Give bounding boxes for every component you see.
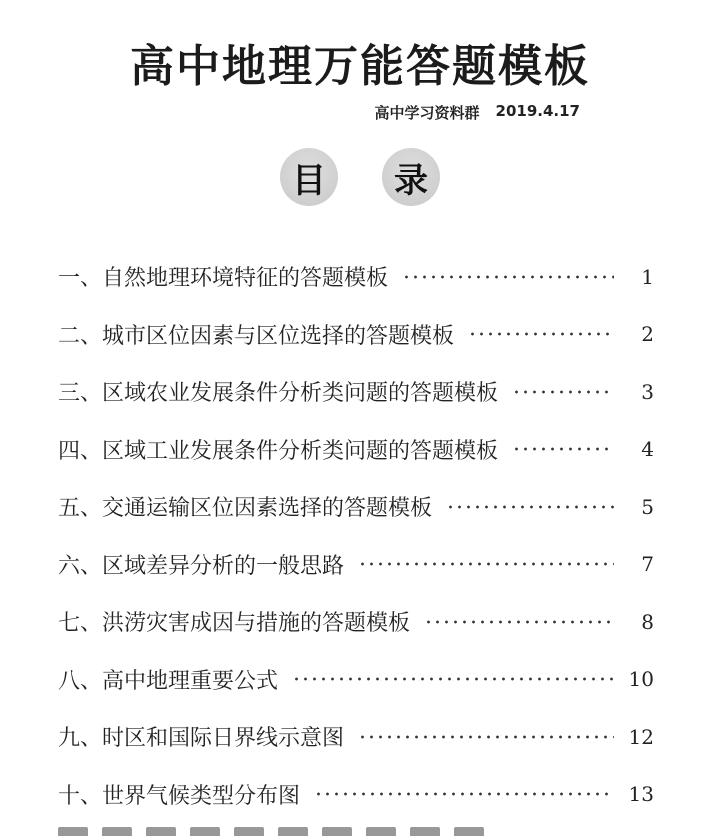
toc-heading <box>0 148 720 206</box>
toc-entry-page: 7 <box>641 552 654 577</box>
toc-entry[interactable] <box>58 651 654 709</box>
toc-entry-page: 13 <box>628 782 654 807</box>
toc-heading-char-2: 录 <box>382 148 440 206</box>
toc-entry[interactable] <box>58 363 654 421</box>
toc-entry-label: 一、自然地理环境特征的答题模板 <box>58 266 389 292</box>
toc-entry-label: 二、城市区位因素与区位选择的答题模板 <box>58 323 455 349</box>
toc-leader-dots <box>468 323 614 345</box>
toc-entry[interactable] <box>58 593 654 651</box>
document-title: 高中地理万能答题模板 <box>130 41 590 92</box>
toc-entry-page: 10 <box>628 667 654 692</box>
toc-leader-dots <box>358 726 614 748</box>
toc-leader-dots <box>402 266 614 288</box>
toc-entry-label: 四、区域工业发展条件分析类问题的答题模板 <box>58 438 499 464</box>
toc-leader-dots <box>512 381 614 403</box>
toc-entry-label: 三、区域农业发展条件分析类问题的答题模板 <box>58 381 499 407</box>
toc-entry[interactable] <box>58 766 654 824</box>
toc-entry-page: 8 <box>641 609 654 634</box>
toc-leader-dots <box>358 553 614 575</box>
toc-entry[interactable] <box>58 421 654 479</box>
toc-entry-label: 十、世界气候类型分布图 <box>58 783 301 809</box>
toc-entry-page: 5 <box>641 494 654 519</box>
toc-entry[interactable] <box>58 536 654 594</box>
toc-entry-label: 九、时区和国际日界线示意图 <box>58 726 345 752</box>
toc-leader-dots <box>424 611 614 633</box>
toc-entry-label: 七、洪涝灾害成因与措施的答题模板 <box>58 611 411 637</box>
source-label: 高中学习资料群 <box>374 104 480 122</box>
toc-entry-page: 1 <box>641 264 654 289</box>
toc-entry[interactable] <box>58 306 654 364</box>
toc-leader-dots <box>292 668 614 690</box>
toc-leader-dots <box>314 783 614 805</box>
toc-entry[interactable] <box>58 248 654 306</box>
toc-leader-dots <box>446 496 614 518</box>
toc-entry-page: 12 <box>628 724 654 749</box>
toc-entry[interactable] <box>58 478 654 536</box>
toc-entry-label: 六、区域差异分析的一般思路 <box>58 553 345 579</box>
toc-entry-page: 4 <box>641 437 654 462</box>
toc-entry-page: 3 <box>641 379 654 404</box>
toc-heading-char-1: 目 <box>280 148 338 206</box>
toc-entry-page: 2 <box>641 322 654 347</box>
toc-entry-label: 五、交通运输区位因素选择的答题模板 <box>58 496 433 522</box>
date-label: 2019.4.17 <box>495 102 580 120</box>
document-subtitle <box>375 102 580 123</box>
toc-entry[interactable] <box>58 708 654 766</box>
toc-leader-dots <box>512 438 614 460</box>
toc-entry-label: 八、高中地理重要公式 <box>58 668 279 694</box>
table-of-contents <box>58 248 654 823</box>
